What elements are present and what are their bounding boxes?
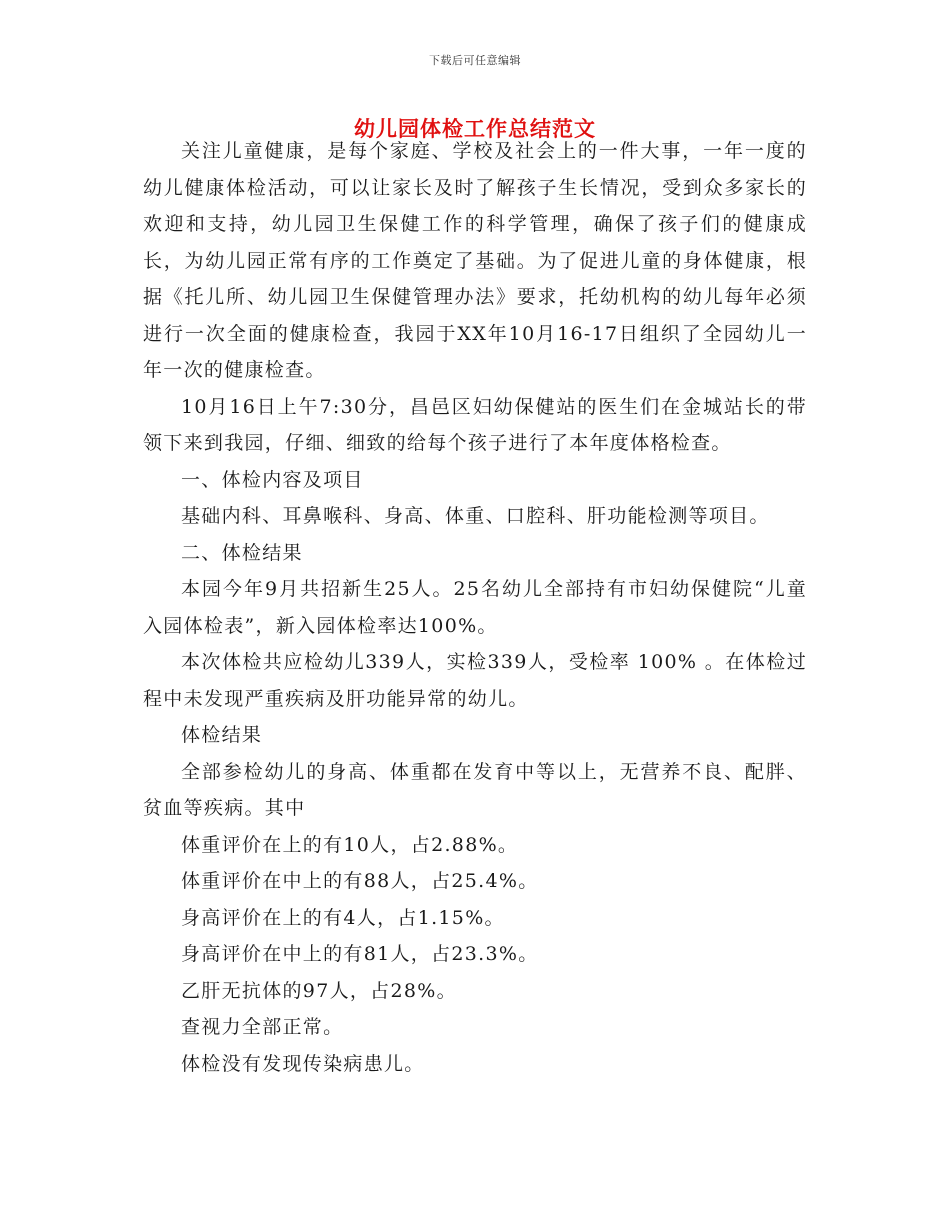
stat-infectious: 体检没有发现传染病患儿。 bbox=[181, 1052, 425, 1075]
paragraph-intro: 关注儿童健康，是每个家庭、学校及社会上的一件大事，一年一度的幼儿健康体检活动，可以让家长及时了解孩子生长情况，受到众多家长的欢迎和支持，幼儿园卫生保健工作的科学管理，确保了孩子们的健康成长，为幼儿园正常有序的工作奠定了基础。为了促进儿童的身体健康，根据《托儿所、幼儿园卫生保健管理办法》要求，托幼机构的幼儿每年必须进行一次全面的健康检查，我园于XX年10月16-17日组织了全园幼儿一年一次的健康检查。 bbox=[143, 140, 807, 381]
stat-vision: 查视力全部正常。 bbox=[181, 1016, 344, 1038]
paragraph-check-rate: 本次体检共应检幼儿339人，实检339人，受检率 100% 。在体检过程中未发现严重疾病及肝功能异常的幼儿。 bbox=[143, 651, 807, 710]
stat-height-top: 身高评价在上的有4人，占1.15%。 bbox=[181, 906, 505, 929]
stat-weight-upper-mid: 体重评价在中上的有88人，占25.4%。 bbox=[181, 870, 539, 892]
paragraph-new-students: 本园今年9月共招新生25人。25名幼儿全部持有市妇幼保健院“儿童入园体检表”，新入园体检率达100%。 bbox=[143, 578, 807, 637]
stat-height-upper-mid: 身高评价在中上的有81人，占23.3%。 bbox=[181, 943, 539, 965]
stat-hepatitis-b: 乙肝无抗体的97人，占28%。 bbox=[181, 979, 457, 1002]
header-note: 下载后可任意编辑 bbox=[429, 54, 521, 67]
paragraph-items: 基础内科、耳鼻喉科、身高、体重、口腔科、肝功能检测等项目。 bbox=[181, 505, 770, 527]
document-title: 幼儿园体检工作总结范文 bbox=[354, 116, 596, 141]
document-body bbox=[143, 133, 807, 1082]
subheading-results: 体检结果 bbox=[181, 724, 263, 746]
section-heading-results: 二、体检结果 bbox=[181, 541, 303, 564]
paragraph-overall: 全部参检幼儿的身高、体重都在发育中等以上，无营养不良、配胖、贫血等疾病。其中 bbox=[143, 760, 807, 819]
paragraph-checkup-date: 10月16日上午7:30分，昌邑区妇幼保健站的医生们在金城站长的带领下来到我园，仔细、细致的给每个孩子进行了本年度体格检查。 bbox=[143, 395, 807, 454]
section-heading-content: 一、体检内容及项目 bbox=[181, 468, 364, 491]
stat-weight-top: 体重评价在上的有10人，占2.88%。 bbox=[181, 833, 519, 856]
